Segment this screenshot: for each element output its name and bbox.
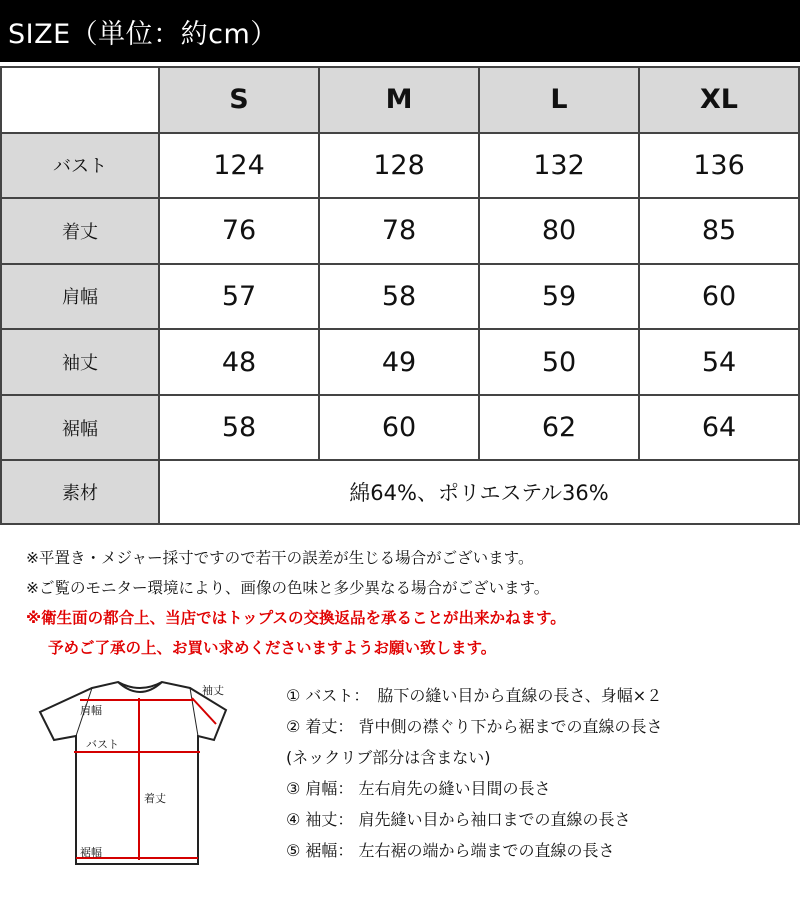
note-monitor: ※ご覧のモニター環境により、画像の色味と多少異なる場合がございます。 bbox=[26, 579, 550, 597]
table-cell: 58 bbox=[319, 264, 479, 330]
table-cell: 57 bbox=[159, 264, 319, 330]
legend-length: ② 着丈： 背中側の襟ぐり下から裾までの直線の長さ bbox=[286, 717, 663, 736]
note-acknowledge: 予めご了承の上、お買い求めくださいますようお願い致します。 bbox=[48, 639, 497, 657]
title-bar bbox=[0, 0, 800, 62]
table-row bbox=[1, 395, 799, 461]
table-row bbox=[1, 329, 799, 395]
size-header-s: S bbox=[159, 67, 319, 133]
table-cell: 50 bbox=[479, 329, 639, 395]
material-value: 綿64%、ポリエステル36% bbox=[159, 460, 799, 524]
legend-bust: ① バスト： 脇下の縫い目から直線の長さ、身幅×２ bbox=[286, 686, 663, 705]
diagram-label-bust: バスト bbox=[86, 738, 119, 751]
table-row bbox=[1, 198, 799, 264]
table-row bbox=[1, 133, 799, 199]
legend-sleeve: ④ 袖丈： 肩先縫い目から袖口までの直線の長さ bbox=[286, 810, 631, 829]
legend-length-note: (ネックリブ部分は含まない) bbox=[286, 748, 491, 767]
table-cell: 80 bbox=[479, 198, 639, 264]
table-cell: 60 bbox=[639, 264, 799, 330]
table-cell: 128 bbox=[319, 133, 479, 199]
measurement-legend bbox=[286, 680, 796, 866]
table-cell: 124 bbox=[159, 133, 319, 199]
table-cell: 85 bbox=[639, 198, 799, 264]
legend-shoulder: ③ 肩幅： 左右肩先の縫い目間の長さ bbox=[286, 779, 551, 798]
diagram-label-shoulder: 肩幅 bbox=[80, 704, 102, 717]
note-measurement: ※平置き・メジャー採寸ですので若干の誤差が生じる場合がございます。 bbox=[26, 549, 534, 567]
notes bbox=[26, 543, 796, 663]
diagram-label-hem: 裾幅 bbox=[80, 846, 102, 859]
table-cell: 78 bbox=[319, 198, 479, 264]
page-title: SIZE（単位：約cm） bbox=[8, 18, 278, 50]
tshirt-outline bbox=[30, 668, 245, 883]
diagram-label-length: 着丈 bbox=[144, 792, 166, 805]
size-header-l: L bbox=[479, 67, 639, 133]
table-row bbox=[1, 264, 799, 330]
size-header-row bbox=[1, 67, 799, 133]
table-cell: 132 bbox=[479, 133, 639, 199]
table-cell: 60 bbox=[319, 395, 479, 461]
table-cell: 59 bbox=[479, 264, 639, 330]
row-label-length: 着丈 bbox=[1, 198, 159, 264]
table-cell: 49 bbox=[319, 329, 479, 395]
row-label-bust: バスト bbox=[1, 133, 159, 199]
row-label-hem: 裾幅 bbox=[1, 395, 159, 461]
tshirt-diagram bbox=[30, 668, 245, 883]
table-cell: 76 bbox=[159, 198, 319, 264]
diagram-label-sleeve: 袖丈 bbox=[202, 684, 224, 697]
corner-cell bbox=[1, 67, 159, 133]
table-cell: 48 bbox=[159, 329, 319, 395]
tshirt-body bbox=[40, 682, 226, 864]
table-cell: 54 bbox=[639, 329, 799, 395]
row-label-sleeve: 袖丈 bbox=[1, 329, 159, 395]
material-row bbox=[1, 460, 799, 524]
note-no-returns: ※衛生面の都合上、当店ではトップスの交換返品を承ることが出来かねます。 bbox=[26, 609, 566, 627]
table-cell: 136 bbox=[639, 133, 799, 199]
legend-hem: ⑤ 裾幅： 左右裾の端から端までの直線の長さ bbox=[286, 841, 615, 860]
table-cell: 58 bbox=[159, 395, 319, 461]
row-label-shoulder: 肩幅 bbox=[1, 264, 159, 330]
size-header-m: M bbox=[319, 67, 479, 133]
table-cell: 64 bbox=[639, 395, 799, 461]
table-cell: 62 bbox=[479, 395, 639, 461]
row-label-material: 素材 bbox=[1, 460, 159, 524]
size-table bbox=[0, 66, 800, 525]
size-header-xl: XL bbox=[639, 67, 799, 133]
